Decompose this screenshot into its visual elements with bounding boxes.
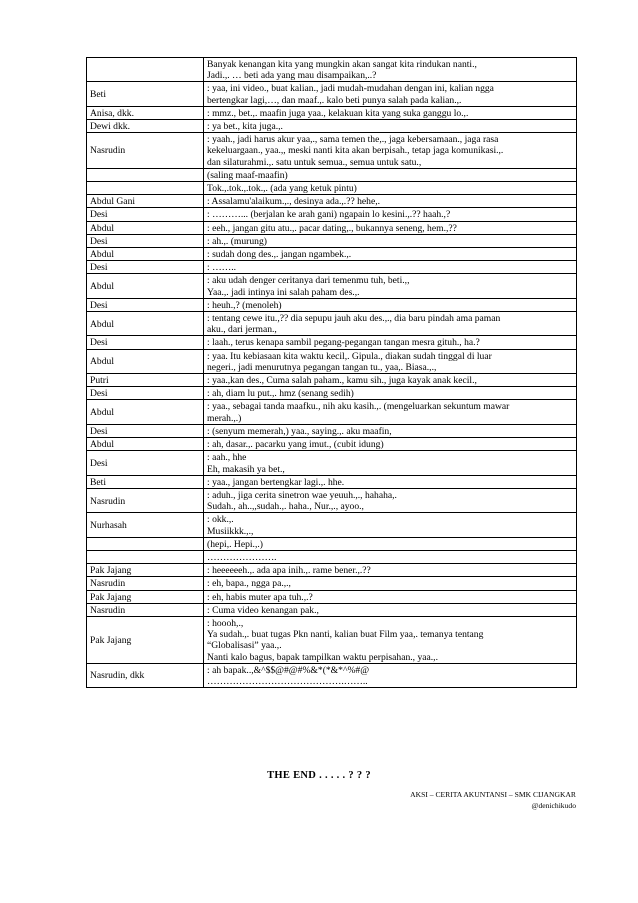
table-row [87, 82, 577, 106]
dialogue-line: Eh, makasih ya bet., [207, 463, 285, 475]
script-body [87, 58, 577, 688]
dialogue-cell [204, 663, 577, 687]
dialogue-line: Jadi.,. … beti ada yang mau disampaikan,..? [207, 70, 377, 82]
speaker-name: Beti [90, 89, 106, 100]
speaker-cell [87, 590, 204, 603]
dialogue-line: : ah, diam lu put.,. hmz (senang sedih) [207, 388, 354, 400]
dialogue-line: : yaa.,kan des., Cuma salah paham., kamu sih., juga kayak anak kecil., [207, 375, 477, 387]
dialogue-cell [204, 133, 577, 169]
table-row [87, 168, 577, 181]
dialogue-line: : Assalamu'alaikum.,., desinya ada.,.?? hehe,. [207, 196, 381, 208]
dialogue-cell [204, 106, 577, 119]
table-row [87, 590, 577, 603]
speaker-cell [87, 274, 204, 298]
speaker-cell [87, 400, 204, 424]
table-row [87, 475, 577, 488]
speaker-name: Abdul [90, 439, 114, 451]
speaker-cell [87, 82, 204, 106]
dialogue-cell [204, 336, 577, 349]
speaker-name: Abdul [90, 318, 114, 330]
dialogue-line: : eeh., jangan gitu atu.,. pacar dating,., bukannya seneng, hem.,?? [207, 222, 457, 234]
table-row [87, 195, 577, 208]
speaker-name: Desi [90, 457, 108, 469]
dialogue-cell [204, 234, 577, 247]
table-row [87, 438, 577, 451]
dialogue-line: : tentang cewe itu.,?? dia sepupu jauh aku des.,., dia baru pindah ama paman [207, 313, 501, 325]
table-row [87, 208, 577, 221]
speaker-cell [87, 374, 204, 387]
speaker-cell [87, 488, 204, 512]
dialogue-line: : aduh., jiga cerita sinetron wae yeuuh.,., hahaha,. [207, 489, 397, 501]
dialogue-line: : sudah dong des.,. jangan ngambek.,. [207, 249, 352, 261]
dialogue-line: Musiikkk.,., [207, 525, 254, 537]
dialogue-cell [204, 58, 577, 82]
dialogue-cell [204, 424, 577, 437]
footer-handle: @denichikudo [531, 801, 576, 810]
table-row [87, 374, 577, 387]
dialogue-cell [204, 208, 577, 221]
speaker-name: Nasrudin, dkk [90, 670, 145, 682]
closing-title: THE END . . . . . ? ? ? [267, 770, 371, 781]
dialogue-line: : mmz., bet.,. maafin juga yaa., kelakuan kita yang suka ganggu lo.,. [207, 107, 469, 119]
dialogue-cell [204, 513, 577, 537]
speaker-cell [87, 616, 204, 663]
dialogue-line: : okk.,. [207, 514, 234, 526]
dialogue-line: : ah, dasar.,. pacarku yang imut., (cubit idung) [207, 439, 384, 451]
table-row [87, 261, 577, 274]
speaker-name: Abdul [90, 222, 114, 234]
speaker-cell [87, 234, 204, 247]
dialogue-line: : ah bapak..,&^$$@#@#%&*(*&*^%#@ [207, 664, 370, 676]
table-row [87, 182, 577, 195]
speaker-cell [87, 221, 204, 234]
dialogue-line: kekeluargaan., yaa.,, meski nanti kita akan berpisah., tetap jaga komunikasi.,. [207, 145, 504, 157]
table-row [87, 298, 577, 311]
speaker-cell [87, 513, 204, 537]
dialogue-cell [204, 577, 577, 590]
table-row [87, 234, 577, 247]
speaker-cell [87, 261, 204, 274]
dialogue-line: Sudah., ah..,,sudah.,. haha., Nur.,., ayoo., [207, 501, 364, 513]
speaker-name: Abdul [90, 407, 114, 419]
speaker-cell [87, 298, 204, 311]
speaker-name: Putri [90, 375, 109, 387]
speaker-cell [87, 168, 204, 181]
dialogue-cell [204, 82, 577, 106]
dialogue-cell [204, 603, 577, 616]
dialogue-line: bertengkar lagi,…, dan maaf.,. kalo beti punya salah pada kalian.,. [207, 94, 462, 106]
dialogue-cell [204, 616, 577, 663]
table-row [87, 58, 577, 82]
table-row [87, 488, 577, 512]
script-table [86, 57, 577, 688]
table-row [87, 424, 577, 437]
dialogue-cell [204, 400, 577, 424]
speaker-cell [87, 195, 204, 208]
dialogue-cell [204, 221, 577, 234]
speaker-cell [87, 120, 204, 133]
table-row [87, 336, 577, 349]
speaker-name: Abdul Gani [90, 196, 136, 208]
table-row [87, 312, 577, 336]
dialogue-cell [204, 451, 577, 475]
dialogue-cell [204, 120, 577, 133]
table-row [87, 616, 577, 663]
speaker-cell [87, 577, 204, 590]
speaker-cell [87, 182, 204, 195]
speaker-cell [87, 603, 204, 616]
footer-course: AKSI – CERITA AKUNTANSI – SMK CIJANGKAR [410, 790, 576, 799]
table-row [87, 349, 577, 373]
table-row [87, 537, 577, 550]
table-row [87, 451, 577, 475]
dialogue-line: Banyak kenangan kita yang mungkin akan sangat kita rindukan nanti., [207, 59, 477, 70]
dialogue-cell [204, 564, 577, 577]
table-row [87, 564, 577, 577]
speaker-cell [87, 106, 204, 119]
speaker-name: Abdul [90, 249, 114, 261]
dialogue-line: : …….. [207, 262, 237, 274]
dialogue-cell [204, 550, 577, 563]
speaker-cell [87, 312, 204, 336]
table-row [87, 274, 577, 298]
dialogue-line: Tok.,.tok.,.tok.,. (ada yang ketuk pintu) [207, 183, 357, 195]
dialogue-line: : eh, bapa., ngga pa.,., [207, 578, 291, 590]
dialogue-cell [204, 261, 577, 274]
table-row [87, 248, 577, 261]
table-row [87, 577, 577, 590]
speaker-name: Nasrudin [90, 604, 126, 616]
speaker-name: Desi [90, 235, 108, 247]
speaker-cell [87, 663, 204, 687]
dialogue-line: : yaa, ini video., buat kalian., jadi mudah-mudahan dengan ini, kalian ngga [207, 83, 494, 95]
dialogue-line: : heeeeeeh.,. ada apa inih.,. rame bener.,.?? [207, 565, 371, 577]
dialogue-cell [204, 349, 577, 373]
dialogue-cell [204, 475, 577, 488]
dialogue-cell [204, 387, 577, 400]
speaker-name: Pak Jajang [90, 591, 132, 603]
table-row [87, 550, 577, 563]
dialogue-line: : yaah., jadi harus akur yaa,., sama temen the,., jaga kebersamaan., jaga rasa [207, 134, 499, 146]
dialogue-line: (hepi,. Hepi.,.) [207, 538, 263, 550]
dialogue-line: : ………... (berjalan ke arah gani) ngapain lo kesini.,.?? haah.,? [207, 209, 451, 221]
dialogue-line: merah.,.) [207, 412, 242, 424]
speaker-cell [87, 336, 204, 349]
dialogue-cell [204, 195, 577, 208]
dialogue-line: Yaa.,. jadi intinya ini salah paham des.,. [207, 286, 360, 298]
dialogue-cell [204, 298, 577, 311]
dialogue-line: : aku udah denger ceritanya dari temenmu tuh, beti.,, [207, 275, 410, 287]
table-row [87, 221, 577, 234]
dialogue-line: “Globalisasi” yaa.,. [207, 640, 282, 652]
dialogue-cell [204, 274, 577, 298]
dialogue-line: …………………………………….…….. [207, 675, 368, 687]
speaker-cell [87, 550, 204, 563]
dialogue-line: (saling maaf-maafin) [207, 169, 288, 181]
speaker-name: Desi [90, 299, 108, 311]
dialogue-cell [204, 248, 577, 261]
dialogue-line: : yaa., sebagai tanda maafku., nih aku kasih.,. (mengeluarkan sekuntum mawar [207, 401, 510, 413]
dialogue-line: : (senyum memerah,) yaa., saying.,. aku maafin, [207, 425, 392, 437]
speaker-name: Desi [90, 388, 108, 400]
speaker-name: Pak Jajang [90, 565, 132, 577]
speaker-name: Nurhasah [90, 519, 127, 531]
dialogue-line: : hoooh,., [207, 617, 244, 629]
speaker-name: Desi [90, 262, 108, 274]
dialogue-line: : ah.,. (murung) [207, 235, 267, 247]
speaker-name: Desi [90, 425, 108, 437]
dialogue-line: …………………. [207, 551, 277, 563]
speaker-name: Nasrudin [90, 578, 126, 590]
dialogue-line: dan silaturahmi.,. satu untuk semua., semua untuk satu., [207, 156, 422, 168]
speaker-name: Nasrudin [90, 145, 126, 157]
speaker-cell [87, 58, 204, 82]
dialogue-line: : eh, habis muter apa tuh.,.? [207, 591, 313, 603]
dialogue-line: : ya bet., kita juga.,. [207, 121, 283, 133]
dialogue-line: : heuh.,? (menoleh) [207, 299, 282, 311]
speaker-name: Desi [90, 209, 108, 221]
speaker-name: Beti [90, 476, 106, 488]
dialogue-cell [204, 312, 577, 336]
dialogue-line: Nanti kalo bagus, bapak tampilkan waktu perpisahan., yaa.,. [207, 651, 438, 663]
dialogue-line: : aah., hhe [207, 452, 247, 464]
dialogue-cell [204, 374, 577, 387]
speaker-cell [87, 475, 204, 488]
speaker-name: Nasrudin [90, 495, 126, 507]
speaker-name: Abdul [90, 281, 114, 293]
speaker-cell [87, 349, 204, 373]
dialogue-line: negeri., jadi menurutnya pegangan tangan tu., yaa,. Biasa.,., [207, 361, 437, 373]
dialogue-line: : Cuma video kenangan pak., [207, 604, 319, 616]
table-row [87, 106, 577, 119]
speaker-name: Abdul [90, 356, 114, 368]
table-row [87, 133, 577, 169]
table-row [87, 603, 577, 616]
speaker-cell [87, 438, 204, 451]
dialogue-line: : laah., terus kenapa sambil pegang-pegangan tangan mesra gituh., ha.? [207, 337, 480, 349]
dialogue-line: aku., dari jerman., [207, 324, 277, 336]
table-row [87, 663, 577, 687]
table-row [87, 387, 577, 400]
table-row [87, 400, 577, 424]
speaker-name: Anisa, dkk. [90, 107, 134, 119]
dialogue-cell [204, 537, 577, 550]
speaker-name: Pak Jajang [90, 634, 132, 646]
speaker-cell [87, 387, 204, 400]
speaker-name: Dewi dkk. [90, 121, 130, 133]
table-row [87, 120, 577, 133]
dialogue-line: Ya sudah.,. buat tugas Pkn nanti, kalian buat Film yaa,. temanya tentang [207, 629, 484, 641]
speaker-cell [87, 537, 204, 550]
dialogue-line: : yaa., jangan bertengkar lagi.,. hhe. [207, 476, 345, 488]
dialogue-cell [204, 590, 577, 603]
speaker-cell [87, 451, 204, 475]
speaker-cell [87, 208, 204, 221]
dialogue-cell [204, 438, 577, 451]
table-row [87, 513, 577, 537]
speaker-cell [87, 424, 204, 437]
speaker-cell [87, 133, 204, 169]
speaker-cell [87, 564, 204, 577]
speaker-name: Desi [90, 337, 108, 349]
dialogue-cell [204, 182, 577, 195]
dialogue-cell [204, 488, 577, 512]
dialogue-cell [204, 168, 577, 181]
dialogue-line: : yaa. Itu kebiasaan kita waktu kecil,. Gipula., diakan sudah tinggal di luar [207, 350, 492, 362]
speaker-cell [87, 248, 204, 261]
